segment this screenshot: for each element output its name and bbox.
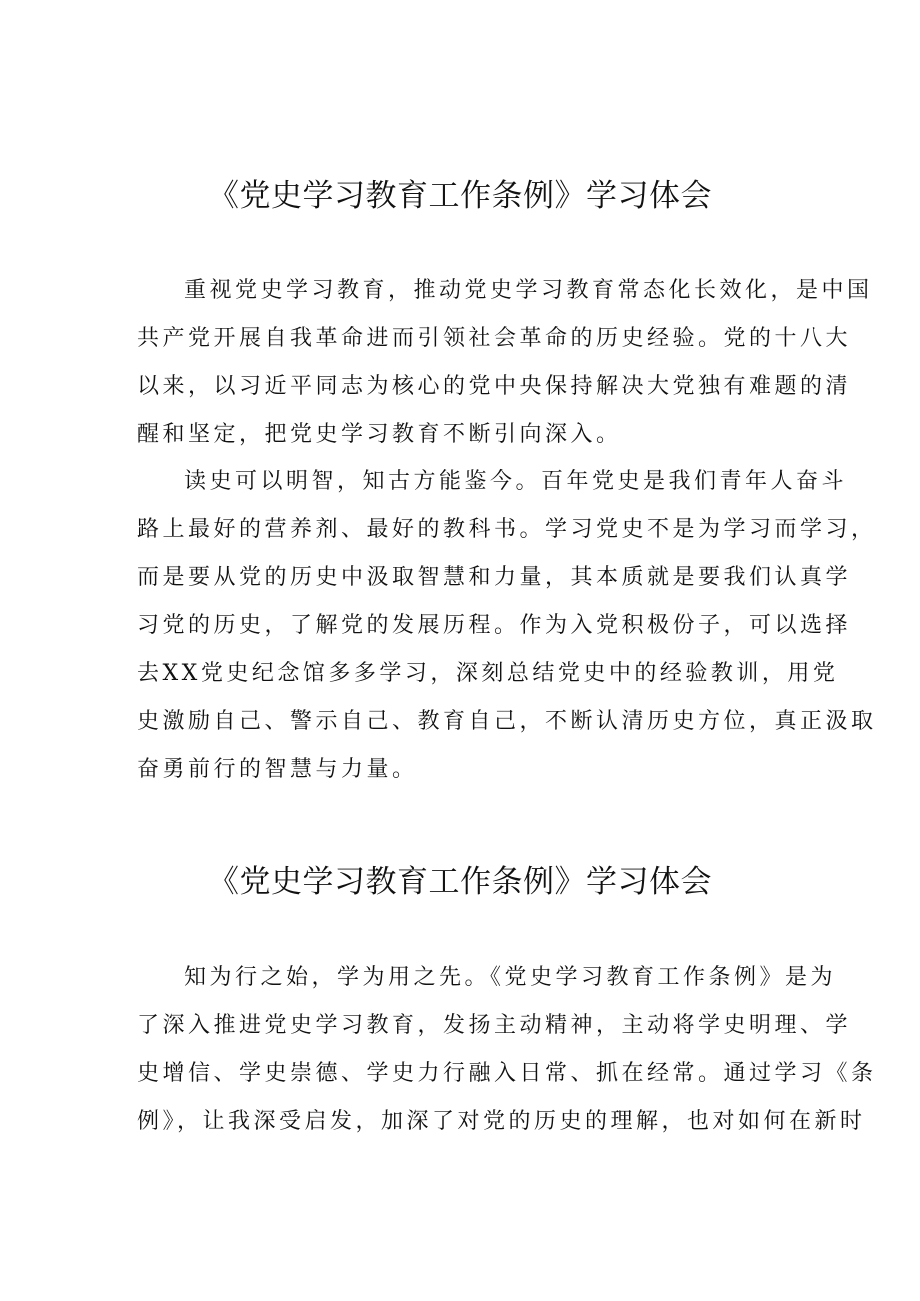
paragraph-line: 奋勇前行的智慧与力量。	[137, 757, 418, 782]
paragraph	[137, 954, 877, 1146]
paragraph-line: 读史可以明智，知古方能鉴今。百年党史是我们青年人奋斗	[184, 469, 848, 494]
paragraph-line: 醒和坚定，把党史学习教育不断引向深入。	[137, 422, 622, 447]
section-title: 《党史学习教育工作条例》学习体会	[208, 864, 712, 900]
paragraph-line: 史增信、学史崇德、学史力行融入日常、抓在经常。通过学习《条	[137, 1061, 877, 1086]
paragraph-line: 而是要从党的历史中汲取智慧和力量，其本质就是要我们认真学	[137, 565, 852, 590]
paragraph-line: 去XX党史纪念馆多多学习，深刻总结党史中的经验教训，用党	[137, 661, 839, 686]
paragraph-line: 例》，让我深受启发，加深了对党的历史的理解，也对如何在新时	[137, 1109, 866, 1134]
paragraph-line: 史激励自己、警示自己、教育自己，不断认清历史方位，真正汲取	[137, 709, 877, 734]
paragraph-line: 以来，以习近平同志为核心的党中央保持解决大党独有难题的清	[137, 374, 852, 399]
paragraph-line: 知为行之始，学为用之先。《党史学习教育工作条例》是为	[184, 965, 837, 990]
paragraph-line: 习党的历史，了解党的发展历程。作为入党积极份子，可以选择	[137, 613, 852, 638]
paragraph-line: 重视党史学习教育，推动党史学习教育常态化长效化，是中国	[184, 278, 873, 303]
paragraph	[137, 267, 873, 459]
section-title: 《党史学习教育工作条例》学习体会	[208, 178, 712, 214]
paragraph	[137, 458, 877, 794]
paragraph-line: 了深入推进党史学习教育，发扬主动精神，主动将学史明理、学	[137, 1013, 852, 1038]
paragraph-line: 共产党开展自我革命进而引领社会革命的历史经验。党的十八大	[137, 326, 852, 351]
paragraph-line: 路上最好的营养剂、最好的教科书。学习党史不是为学习而学习，	[137, 517, 877, 542]
